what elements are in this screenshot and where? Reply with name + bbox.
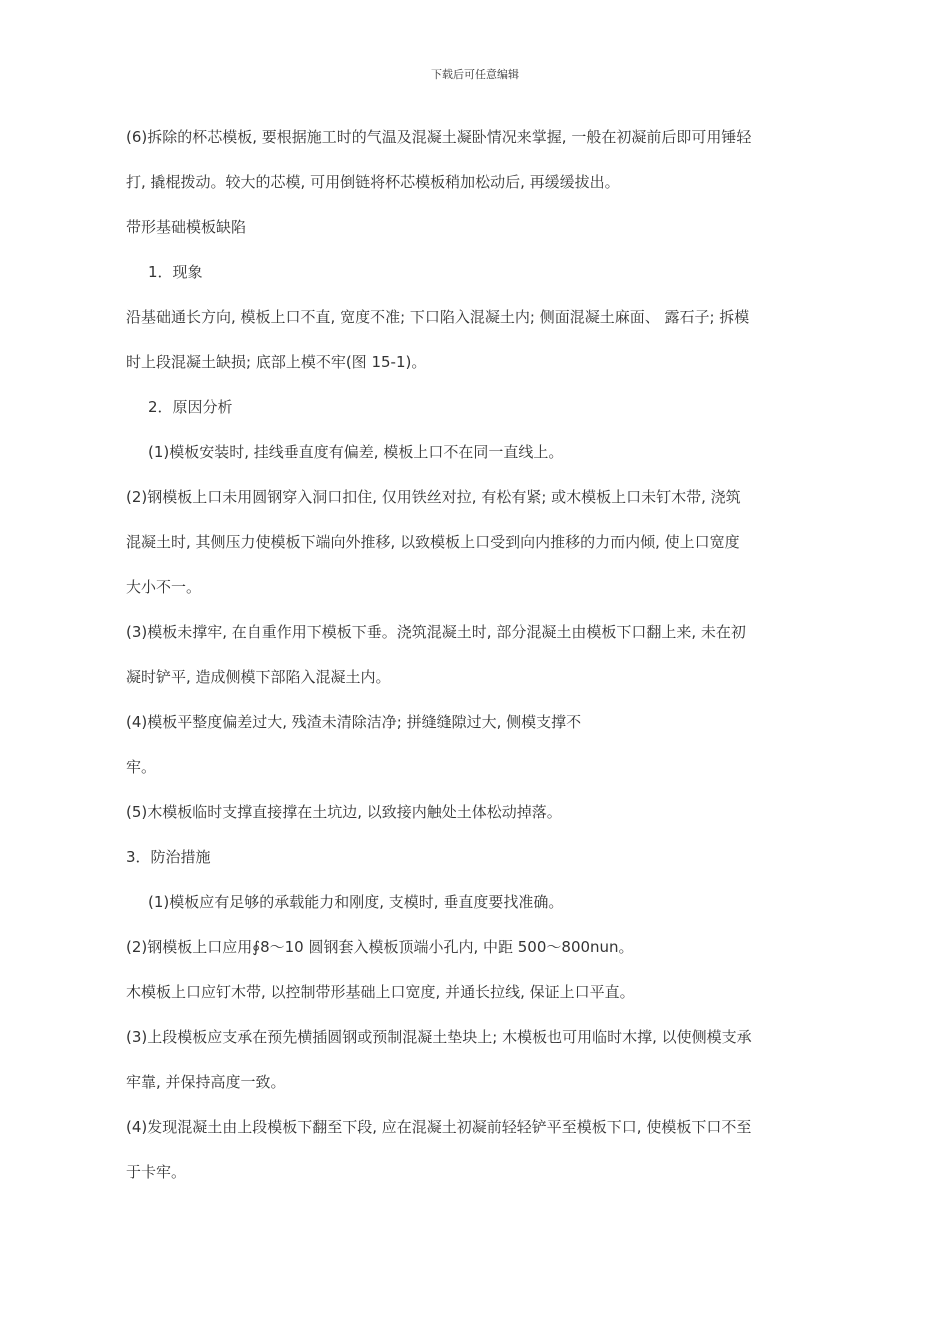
text-line: (3)上段模板应支承在预先横插圆钢或预制混凝土垫块上; 木模板也可用临时木撑, 以使侧模支承 (126, 1028, 752, 1046)
text-line: 木模板上口应钉木带, 以控制带形基础上口宽度, 并通长拉线, 保证上口平直。 (126, 983, 635, 1001)
section-heading: 带形基础模板缺陷 (126, 218, 247, 236)
text-line: (2)钢模板上口应用∮8～10 圆钢套入模板顶端小孔内, 中距 500～800nun。 (126, 938, 634, 956)
text-line: 沿基础通长方向, 模板上口不直, 宽度不准; 下口陷入混凝土内; 侧面混凝土麻面、 露石子; 拆模 (126, 308, 750, 326)
text-line: (6)拆除的杯芯模板, 要根据施工时的气温及混凝土凝卧情况来掌握, 一般在初凝前后即可用锤轻 (126, 128, 752, 146)
subsection-heading: 3．防治措施 (126, 848, 211, 866)
subsection-heading: 1．现象 (148, 263, 203, 281)
text-line: 牢。 (126, 758, 157, 776)
text-line: (4)发现混凝土由上段模板下翻至下段, 应在混凝土初凝前轻轻铲平至模板下口, 使模板下口不至 (126, 1118, 752, 1136)
text-line: (5)木模板临时支撑直接撑在土坑边, 以致接内触处土体松动掉落。 (126, 803, 562, 821)
text-line: (4)模板平整度偏差过大, 残渣未清除洁净; 拼缝缝隙过大, 侧模支撑不 (126, 713, 582, 731)
subsection-heading: 2．原因分析 (148, 398, 233, 416)
text-line: 凝时铲平, 造成侧模下部陷入混凝土内。 (126, 668, 391, 686)
text-line: 混凝土时, 其侧压力使模板下端向外推移, 以致模板上口受到向内推移的力而内倾, 使上口宽度 (126, 533, 740, 551)
text-line: 大小不一。 (126, 578, 202, 596)
document-body (126, 115, 826, 1195)
text-line: 时上段混凝土缺损; 底部上模不牢(图 15-1)。 (126, 353, 427, 371)
text-line: 于卡牢。 (126, 1163, 187, 1181)
text-line: 打, 撬棍拨动。较大的芯模, 可用倒链将杯芯模板稍加松动后, 再缓缓拔出。 (126, 173, 620, 191)
text-line: (1)模板安装时, 挂线垂直度有偏差, 模板上口不在同一直线上。 (148, 443, 564, 461)
page-header: 下载后可任意编辑 (431, 68, 519, 81)
text-line: (1)模板应有足够的承载能力和刚度, 支模时, 垂直度要找准确。 (148, 893, 564, 911)
text-line: 牢靠, 并保持高度一致。 (126, 1073, 286, 1091)
text-line: (3)模板未撑牢, 在自重作用下模板下垂。浇筑混凝土时, 部分混凝土由模板下口翻上来, 未在初 (126, 623, 746, 641)
text-line: (2)钢模板上口未用圆钢穿入洞口扣住, 仅用铁丝对拉, 有松有紧; 或木模板上口未钉木带, 浇筑 (126, 488, 741, 506)
